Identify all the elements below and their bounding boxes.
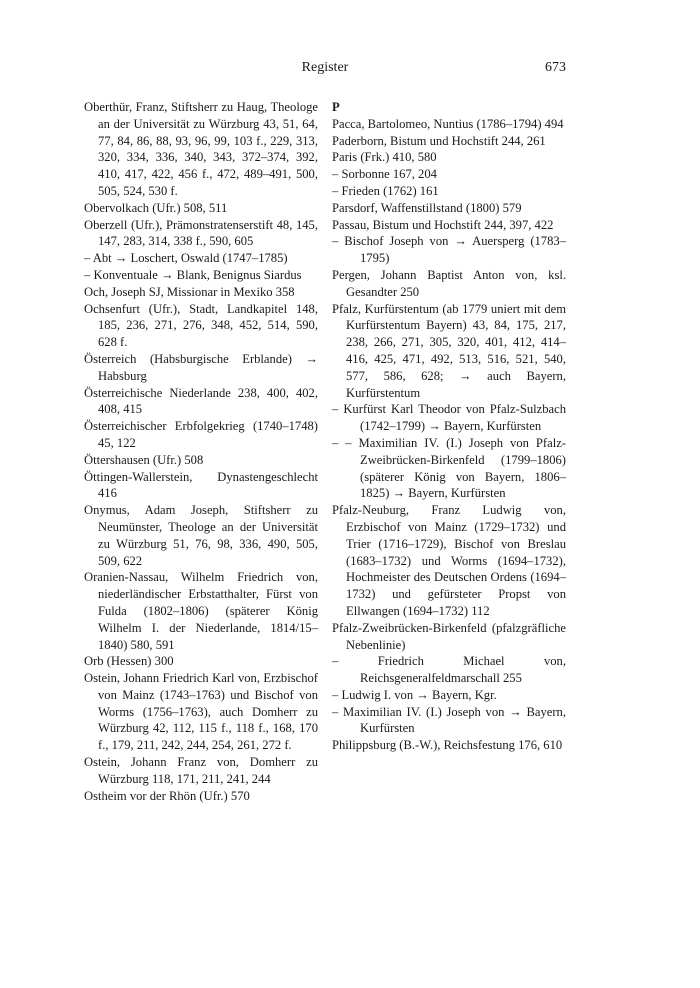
index-subentry: – Maximilian IV. (I.) Joseph von → Bayern, Kurfürsten	[332, 704, 566, 736]
page-number: 673	[545, 60, 566, 75]
index-subentry: – Frieden (1762) 161	[332, 183, 439, 198]
index-entry: Oranien-Nassau, Wilhelm Friedrich von, niederländischer Erbstatthalter, Fürst von Fulda (1802–1806) (späterer König Wilhelm I. der Niederlande, 1814/15–1840) 580, 591	[84, 570, 318, 652]
index-entry: Obervolkach (Ufr.) 508, 511	[84, 200, 228, 215]
index-entry: Österreichische Niederlande 238, 400, 402, 408, 415	[84, 385, 318, 417]
index-entry: Och, Joseph SJ, Missionar in Mexiko 358	[84, 284, 295, 299]
index-entry: Öttershausen (Ufr.) 508	[84, 452, 204, 467]
index-entry: Pfalz, Kurfürstentum (ab 1779 uniert mit dem Kurfürstentum Bayern) 43, 84, 175, 217, 238, 266, 271, 305, 320, 401, 412, 414–416, 425, 471, 492, 513, 516, 521, 540, 577, 586, 628; → auch Bayern, Kurfürstentum	[332, 301, 566, 400]
index-entry: Ochsenfurt (Ufr.), Stadt, Landkapitel 148, 185, 236, 271, 276, 348, 452, 514, 590, 628 f.	[84, 301, 318, 350]
page-header	[84, 60, 566, 82]
index-column-right	[332, 99, 566, 754]
index-entry: Pergen, Johann Baptist Anton von, ksl. Gesandter 250	[332, 267, 566, 299]
index-entry: Ostheim vor der Rhön (Ufr.) 570	[84, 788, 250, 803]
index-entry: Philippsburg (B.-W.), Reichsfestung 176, 610	[332, 738, 563, 753]
index-entry: Öttingen-Wallerstein, Dynastengeschlecht 416	[84, 469, 318, 501]
index-subentry: – – Maximilian IV. (I.) Joseph von Pfalz-Zweibrücken-Birkenfeld (1799–1806) (späterer König von Bayern, 1806–1825) → Bayern, Kurfürsten	[332, 435, 566, 501]
index-subentry: – Bischof Joseph von → Auersperg (1783–1795)	[332, 234, 566, 266]
index-subentry: – Ludwig I. von → Bayern, Kgr.	[332, 687, 497, 702]
index-entry: Passau, Bistum und Hochstift 244, 397, 422	[332, 217, 554, 232]
index-entry: Onymus, Adam Joseph, Stiftsherr zu Neumünster, Theologe an der Universität zu Würzburg 51, 76, 98, 336, 490, 505, 509, 622	[84, 503, 318, 568]
index-entry: Parsdorf, Waffenstillstand (1800) 579	[332, 200, 522, 215]
index-entry: Orb (Hessen) 300	[84, 654, 174, 669]
index-entry: Pacca, Bartolomeo, Nuntius (1786–1794) 494	[332, 116, 564, 131]
index-entry: Ostein, Johann Friedrich Karl von, Erzbischof von Mainz (1743–1763) und Bischof von Worms (1756–1763), auch Domherr zu Würzburg 42, 112, 115 f., 118 f., 168, 170 f., 179, 211, 242, 244, 254, 261, 272 f.	[84, 671, 318, 753]
index-subentry: – Sorbonne 167, 204	[332, 167, 437, 182]
index-entry: Oberthür, Franz, Stiftsherr zu Haug, Theologe an der Universität zu Würzburg 43, 51, 64, 77, 84, 86, 88, 93, 96, 99, 103 f., 229, 313, 320, 334, 336, 340, 343, 372–374, 392, 410, 417, 422, 456 f., 472, 489–491, 500, 505, 524, 530 f.	[84, 100, 318, 198]
index-column-left	[84, 99, 318, 804]
index-entry: Paderborn, Bistum und Hochstift 244, 261	[332, 133, 546, 148]
running-head: Register	[301, 60, 349, 75]
index-entry: Oberzell (Ufr.), Prämonstratenserstift 48, 145, 147, 283, 314, 338 f., 590, 605	[84, 217, 318, 249]
index-subentry: – Friedrich Michael von, Reichsgeneralfeldmarschall 255	[332, 654, 566, 686]
index-subentry: – Abt → Loschert, Oswald (1747–1785)	[84, 251, 288, 266]
index-subentry: – Kurfürst Karl Theodor von Pfalz-Sulzbach (1742–1799) → Bayern, Kurfürsten	[332, 402, 566, 434]
index-entry: Österreich (Habsburgische Erblande) → Habsburg	[84, 351, 318, 383]
index-entry: Paris (Frk.) 410, 580	[332, 150, 437, 165]
index-entry: Ostein, Johann Franz von, Domherr zu Würzburg 118, 171, 211, 241, 244	[84, 755, 318, 786]
letter-heading: P	[332, 100, 340, 114]
index-subentry: – Konventuale → Blank, Benignus Siardus	[84, 267, 302, 282]
index-entry: Pfalz-Zweibrücken-Birkenfeld (pfalzgräfliche Nebenlinie)	[332, 620, 566, 652]
index-entry: Pfalz-Neuburg, Franz Ludwig von, Erzbischof von Mainz (1729–1732) und Trier (1716–1729), Bischof von Breslau (1683–1732) und Worms (1694–1732), Hochmeister des Deutschen Ordens (1694–1732) und gefürsteter Propst von Ellwangen (1694–1732) 112	[332, 503, 566, 618]
index-entry: Österreichischer Erbfolgekrieg (1740–1748) 45, 122	[84, 419, 318, 450]
